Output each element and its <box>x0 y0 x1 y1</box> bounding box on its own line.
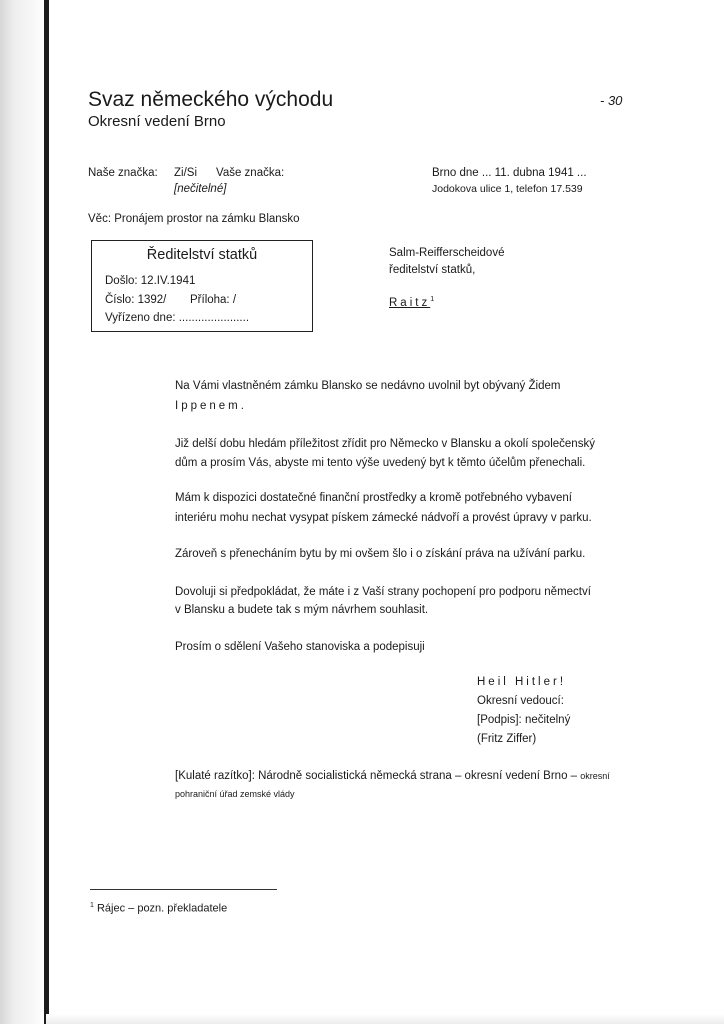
receipt-stamp <box>91 240 313 332</box>
organization-title: Svaz německého východu <box>88 88 334 111</box>
footnote-ref: 1 <box>430 296 435 303</box>
stamp-attachment: Příloha: / <box>190 294 237 306</box>
recipient-place: Raitz <box>389 296 431 309</box>
recipient-line2: ředitelství statků, <box>389 264 476 276</box>
paragraph-1-line-2: Ippenem. <box>175 400 247 412</box>
paragraph-5-line-1: Dovoluji si předpokládat, že máte i z Vaší strany pochopení pro podporu němectví <box>175 586 591 598</box>
scan-bottom-shadow <box>46 1014 724 1024</box>
recipient-line1: Salm-Reifferscheidové <box>389 247 505 259</box>
round-stamp-small-a: okresní <box>580 771 610 781</box>
paragraph-5-line-2: v Blansku a budete tak s mým návrhem souhlasit. <box>175 604 429 616</box>
organization-subtitle: Okresní vedení Brno <box>88 113 226 130</box>
round-stamp-note <box>175 770 610 782</box>
footnote-mark: 1 <box>90 902 94 909</box>
recipient-place-wrap <box>389 296 434 309</box>
paragraph-2-line-2: dům a prosím Vás, abyste mi tento výše uvedený byt k těmto účelům přenechali. <box>175 457 586 469</box>
your-mark-value: [nečitelné] <box>174 183 227 195</box>
paragraph-6-line-1: Prosím o sdělení Vašeho stanoviska a podepisuji <box>175 641 425 653</box>
footnote <box>90 902 227 915</box>
our-mark-label: Naše značka: <box>88 167 158 179</box>
stamp-handled: Vyřízeno dne: ...................... <box>105 312 250 324</box>
closing-salute: Heil Hitler! <box>477 676 567 688</box>
stamp-number: Číslo: 1392/ <box>105 294 167 306</box>
round-stamp-main: [Kulaté razítko]: Národně socialistická německá strana – okresní vedení Brno – <box>175 770 578 782</box>
your-mark-label: Vaše značka: <box>216 167 285 179</box>
page-number: - 30 <box>600 93 623 108</box>
date-line: Brno dne ... 11. dubna 1941 ... <box>432 167 587 179</box>
round-stamp-small-b: pohraniční úřad zemské vlády <box>175 789 295 799</box>
our-mark-value: Zi/Si <box>174 167 197 179</box>
paragraph-4-line-1: Zároveň s přenecháním bytu by mi ovšem šlo i o získání práva na užívání parku. <box>175 548 586 560</box>
closing-name: (Fritz Ziffer) <box>477 733 537 745</box>
footnote-text: Rájec – pozn. překladatele <box>96 902 228 915</box>
address-line: Jodokova ulice 1, telefon 17.539 <box>432 183 583 195</box>
closing-role: Okresní vedoucí: <box>477 695 564 707</box>
footnote-separator <box>90 889 277 890</box>
paragraph-3-line-1: Mám k dispozici dostatečné finanční prostředky a kromě potřebného vybavení <box>175 492 572 504</box>
paragraph-2-line-1: Již delší dobu hledám příležitost zřídit pro Německo v Blansku a okolí společenský <box>175 438 595 450</box>
subject-line: Věc: Pronájem prostor na zámku Blansko <box>88 213 300 225</box>
paragraph-1-line-1: Na Vámi vlastněném zámku Blansko se nedávno uvolnil byt obývaný Židem <box>175 380 561 392</box>
binder-edge <box>44 0 49 1024</box>
stamp-received: Došlo: 12.IV.1941 <box>105 275 196 287</box>
closing-signature: [Podpis]: nečitelný <box>477 714 571 726</box>
paragraph-3-line-2: interiéru mohu nechat vysypat pískem zámecké nádvoří a provést úpravy v parku. <box>175 512 592 524</box>
scan-shadow <box>0 0 46 1024</box>
stamp-title: Ředitelství statků <box>146 247 258 263</box>
